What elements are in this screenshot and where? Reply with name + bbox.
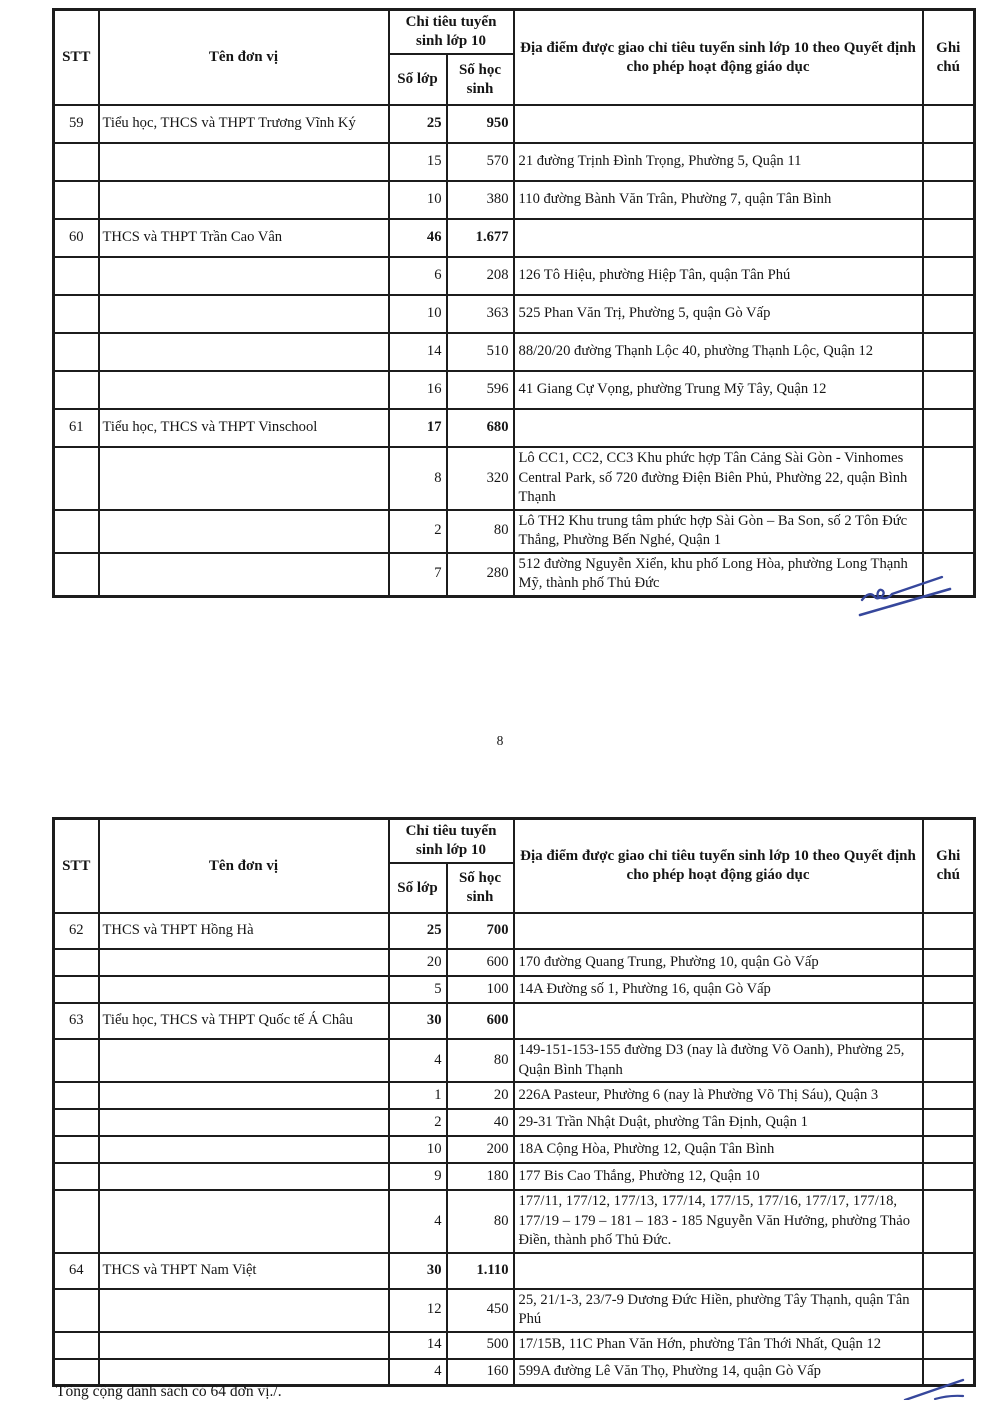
- row-note: [923, 257, 975, 295]
- row-unit-name: [99, 1082, 389, 1109]
- row-stt: [54, 257, 99, 295]
- col-header-chi-tieu: Chỉ tiêu tuyển sinh lớp 10: [389, 819, 514, 864]
- row-stt: [54, 1109, 99, 1136]
- table-row: [54, 447, 975, 510]
- row-stt: [54, 976, 99, 1003]
- row-class-count: 5: [389, 976, 447, 1003]
- row-student-count: 700: [447, 913, 514, 949]
- row-note: [923, 371, 975, 409]
- row-student-count: 596: [447, 371, 514, 409]
- table-body-upper: [54, 105, 975, 596]
- col-header-ten-don-vi: Tên đơn vị: [99, 819, 389, 914]
- signature-mark-upper: [852, 570, 957, 620]
- row-student-count: 40: [447, 1109, 514, 1136]
- table-row: [54, 1082, 975, 1109]
- table-row: [54, 1190, 975, 1253]
- signature-mark-lower: [895, 1376, 1000, 1400]
- row-address: Lô TH2 Khu trung tâm phức hợp Sài Gòn – Ba Son, số 2 Tôn Đức Thắng, Phường Bến Nghé, Quận 1: [514, 510, 923, 553]
- row-stt: [54, 1082, 99, 1109]
- table-row: [54, 976, 975, 1003]
- row-student-count: 1.677: [447, 219, 514, 257]
- row-unit-name: [99, 333, 389, 371]
- col-header-ten-don-vi: Tên đơn vị: [99, 10, 389, 106]
- col-header-so-hoc-sinh: Số học sinh: [447, 863, 514, 913]
- row-student-count: 200: [447, 1136, 514, 1163]
- row-class-count: 14: [389, 1332, 447, 1359]
- row-unit-name: [99, 447, 389, 510]
- row-note: [923, 447, 975, 510]
- row-student-count: 180: [447, 1163, 514, 1190]
- col-header-ghi-chu: Ghi chú: [923, 10, 975, 106]
- row-stt: [54, 295, 99, 333]
- row-address: 25, 21/1-3, 23/7-9 Dương Đức Hiền, phường Tây Thạnh, quận Tân Phú: [514, 1289, 923, 1332]
- row-unit-name: [99, 949, 389, 976]
- row-class-count: 20: [389, 949, 447, 976]
- row-stt: [54, 510, 99, 553]
- row-note: [923, 1289, 975, 1332]
- row-address: 17/15B, 11C Phan Văn Hớn, phường Tân Thới Nhất, Quận 12: [514, 1332, 923, 1359]
- row-note: [923, 510, 975, 553]
- row-stt: 64: [54, 1253, 99, 1289]
- row-unit-name: THCS và THPT Hồng Hà: [99, 913, 389, 949]
- row-student-count: 680: [447, 409, 514, 447]
- table-header: [54, 819, 975, 914]
- col-header-stt: STT: [54, 819, 99, 914]
- row-unit-name: Tiểu học, THCS và THPT Quốc tế Á Châu: [99, 1003, 389, 1039]
- row-unit-name: [99, 510, 389, 553]
- table-row: [54, 1109, 975, 1136]
- row-note: [923, 295, 975, 333]
- row-address: 226A Pasteur, Phường 6 (nay là Phường Võ Thị Sáu), Quận 3: [514, 1082, 923, 1109]
- row-note: [923, 181, 975, 219]
- row-address: 14A Đường số 1, Phường 16, quận Gò Vấp: [514, 976, 923, 1003]
- row-student-count: 320: [447, 447, 514, 510]
- row-student-count: 510: [447, 333, 514, 371]
- row-address: 177 Bis Cao Thắng, Phường 12, Quận 10: [514, 1163, 923, 1190]
- col-header-stt: STT: [54, 10, 99, 106]
- col-header-so-hoc-sinh: Số học sinh: [447, 54, 514, 105]
- row-unit-name: [99, 1039, 389, 1082]
- row-class-count: 15: [389, 143, 447, 181]
- row-unit-name: THCS và THPT Trần Cao Vân: [99, 219, 389, 257]
- row-note: [923, 913, 975, 949]
- row-note: [923, 1332, 975, 1359]
- row-class-count: 30: [389, 1003, 447, 1039]
- row-student-count: 600: [447, 949, 514, 976]
- row-class-count: 14: [389, 333, 447, 371]
- row-unit-name: [99, 143, 389, 181]
- table-row: [54, 1003, 975, 1039]
- row-stt: [54, 333, 99, 371]
- row-address: [514, 105, 923, 143]
- row-unit-name: [99, 371, 389, 409]
- row-class-count: 17: [389, 409, 447, 447]
- row-student-count: 208: [447, 257, 514, 295]
- row-stt: 59: [54, 105, 99, 143]
- row-class-count: 8: [389, 447, 447, 510]
- col-header-so-lop: Số lớp: [389, 54, 447, 105]
- page-number: 8: [496, 733, 504, 748]
- row-note: [923, 333, 975, 371]
- row-student-count: 280: [447, 553, 514, 597]
- row-unit-name: [99, 1332, 389, 1359]
- row-student-count: 570: [447, 143, 514, 181]
- row-stt: 63: [54, 1003, 99, 1039]
- row-note: [923, 1109, 975, 1136]
- row-stt: 61: [54, 409, 99, 447]
- row-class-count: 1: [389, 1082, 447, 1109]
- row-unit-name: [99, 1190, 389, 1253]
- table-row: [54, 105, 975, 143]
- row-unit-name: [99, 295, 389, 333]
- row-address: 525 Phan Văn Trị, Phường 5, quận Gò Vấp: [514, 295, 923, 333]
- row-student-count: 950: [447, 105, 514, 143]
- row-class-count: 46: [389, 219, 447, 257]
- row-note: [923, 1136, 975, 1163]
- row-stt: [54, 181, 99, 219]
- row-stt: [54, 371, 99, 409]
- table-row: [54, 510, 975, 553]
- row-stt: [54, 143, 99, 181]
- table-row: [54, 1163, 975, 1190]
- footer-total-note: Tổng cộng danh sách có 64 đơn vị./.: [56, 1383, 282, 1400]
- row-class-count: 25: [389, 105, 447, 143]
- col-header-dia-diem: Địa điểm được giao chỉ tiêu tuyển sinh lớp 10 theo Quyết định cho phép hoạt động giáo dục: [514, 10, 923, 106]
- table-body-lower: [54, 913, 975, 1386]
- col-header-so-lop: Số lớp: [389, 863, 447, 913]
- quota-table-upper: [52, 8, 976, 598]
- row-class-count: 2: [389, 1109, 447, 1136]
- row-class-count: 6: [389, 257, 447, 295]
- row-stt: [54, 1039, 99, 1082]
- row-address: 21 đường Trịnh Đình Trọng, Phường 5, Quận 11: [514, 143, 923, 181]
- table-row: [54, 1332, 975, 1359]
- row-student-count: 80: [447, 1039, 514, 1082]
- row-stt: [54, 1359, 99, 1386]
- row-unit-name: [99, 1109, 389, 1136]
- row-address: 126 Tô Hiệu, phường Hiệp Tân, quận Tân Phú: [514, 257, 923, 295]
- row-student-count: 20: [447, 1082, 514, 1109]
- table-row: [54, 553, 975, 597]
- table-row: [54, 1359, 975, 1386]
- table-row: [54, 1289, 975, 1332]
- row-note: [923, 976, 975, 1003]
- table-row: [54, 257, 975, 295]
- table-row: [54, 295, 975, 333]
- row-note: [923, 1003, 975, 1039]
- row-student-count: 160: [447, 1359, 514, 1386]
- row-address: 29-31 Trần Nhật Duật, phường Tân Định, Quận 1: [514, 1109, 923, 1136]
- row-stt: [54, 949, 99, 976]
- row-unit-name: [99, 976, 389, 1003]
- table-row: [54, 913, 975, 949]
- col-header-dia-diem: Địa điểm được giao chỉ tiêu tuyển sinh lớp 10 theo Quyết định cho phép hoạt động giáo dục: [514, 819, 923, 914]
- row-student-count: 80: [447, 510, 514, 553]
- table-row: [54, 371, 975, 409]
- table-row: [54, 409, 975, 447]
- row-stt: 62: [54, 913, 99, 949]
- row-note: [923, 1082, 975, 1109]
- row-stt: [54, 553, 99, 597]
- row-student-count: 100: [447, 976, 514, 1003]
- row-note: [923, 1190, 975, 1253]
- row-class-count: 25: [389, 913, 447, 949]
- row-student-count: 600: [447, 1003, 514, 1039]
- row-unit-name: [99, 553, 389, 597]
- row-address: [514, 409, 923, 447]
- row-unit-name: [99, 1136, 389, 1163]
- row-note: [923, 949, 975, 976]
- row-stt: [54, 1332, 99, 1359]
- table-row: [54, 1039, 975, 1082]
- row-class-count: 4: [389, 1359, 447, 1386]
- row-address: [514, 1003, 923, 1039]
- row-class-count: 10: [389, 181, 447, 219]
- row-stt: [54, 1289, 99, 1332]
- table-header: [54, 10, 975, 106]
- row-class-count: 10: [389, 295, 447, 333]
- row-note: [923, 1253, 975, 1289]
- row-unit-name: [99, 181, 389, 219]
- row-student-count: 380: [447, 181, 514, 219]
- row-unit-name: [99, 1359, 389, 1386]
- row-class-count: 10: [389, 1136, 447, 1163]
- row-stt: 60: [54, 219, 99, 257]
- row-class-count: 12: [389, 1289, 447, 1332]
- table-row: [54, 1136, 975, 1163]
- row-address: 170 đường Quang Trung, Phường 10, quận Gò Vấp: [514, 949, 923, 976]
- row-address: 149-151-153-155 đường D3 (nay là đường Võ Oanh), Phường 25, Quận Bình Thạnh: [514, 1039, 923, 1082]
- row-note: [923, 409, 975, 447]
- row-class-count: 30: [389, 1253, 447, 1289]
- row-note: [923, 143, 975, 181]
- row-unit-name: Tiểu học, THCS và THPT Vinschool: [99, 409, 389, 447]
- row-unit-name: [99, 257, 389, 295]
- row-class-count: 4: [389, 1190, 447, 1253]
- row-student-count: 363: [447, 295, 514, 333]
- row-stt: [54, 1136, 99, 1163]
- row-student-count: 450: [447, 1289, 514, 1332]
- row-address: [514, 913, 923, 949]
- row-address: 41 Giang Cự Vọng, phường Trung Mỹ Tây, Quận 12: [514, 371, 923, 409]
- row-unit-name: [99, 1163, 389, 1190]
- row-address: 88/20/20 đường Thạnh Lộc 40, phường Thạnh Lộc, Quận 12: [514, 333, 923, 371]
- row-address: 512 đường Nguyễn Xiển, khu phố Long Hòa, phường Long Thạnh Mỹ, thành phố Thủ Đức: [514, 553, 923, 597]
- row-unit-name: [99, 1289, 389, 1332]
- row-stt: [54, 1190, 99, 1253]
- table-row: [54, 1253, 975, 1289]
- table-row: [54, 181, 975, 219]
- row-unit-name: THCS và THPT Nam Việt: [99, 1253, 389, 1289]
- row-student-count: 1.110: [447, 1253, 514, 1289]
- row-class-count: 2: [389, 510, 447, 553]
- col-header-chi-tieu: Chỉ tiêu tuyển sinh lớp 10: [389, 10, 514, 55]
- row-address: 177/11, 177/12, 177/13, 177/14, 177/15, 177/16, 177/17, 177/18, 177/19 – 179 – 181 – 183 - 185 Nguyễn Văn Hưởng, phường Thảo Điền, thành phố Thủ Đức.: [514, 1190, 923, 1253]
- row-note: [923, 1163, 975, 1190]
- row-address: 18A Cộng Hòa, Phường 12, Quận Tân Bình: [514, 1136, 923, 1163]
- col-header-ghi-chu: Ghi chú: [923, 819, 975, 914]
- table-row: [54, 143, 975, 181]
- row-address: [514, 1253, 923, 1289]
- table-row: [54, 333, 975, 371]
- row-stt: [54, 1163, 99, 1190]
- row-address: 110 đường Bành Văn Trân, Phường 7, quận Tân Bình: [514, 181, 923, 219]
- row-unit-name: Tiểu học, THCS và THPT Trương Vĩnh Ký: [99, 105, 389, 143]
- row-class-count: 9: [389, 1163, 447, 1190]
- row-class-count: 7: [389, 553, 447, 597]
- row-student-count: 80: [447, 1190, 514, 1253]
- row-class-count: 4: [389, 1039, 447, 1082]
- row-student-count: 500: [447, 1332, 514, 1359]
- table-row: [54, 219, 975, 257]
- row-address: 599A đường Lê Văn Thọ, Phường 14, quận Gò Vấp: [514, 1359, 923, 1386]
- table-row: [54, 949, 975, 976]
- quota-table-lower: [52, 817, 976, 1387]
- row-note: [923, 219, 975, 257]
- row-note: [923, 105, 975, 143]
- row-address: [514, 219, 923, 257]
- row-note: [923, 1039, 975, 1082]
- row-address: Lô CC1, CC2, CC3 Khu phức hợp Tân Cảng Sài Gòn - Vinhomes Central Park, số 720 đường Điện Biên Phủ, Phường 22, quận Bình Thạnh: [514, 447, 923, 510]
- row-class-count: 16: [389, 371, 447, 409]
- row-stt: [54, 447, 99, 510]
